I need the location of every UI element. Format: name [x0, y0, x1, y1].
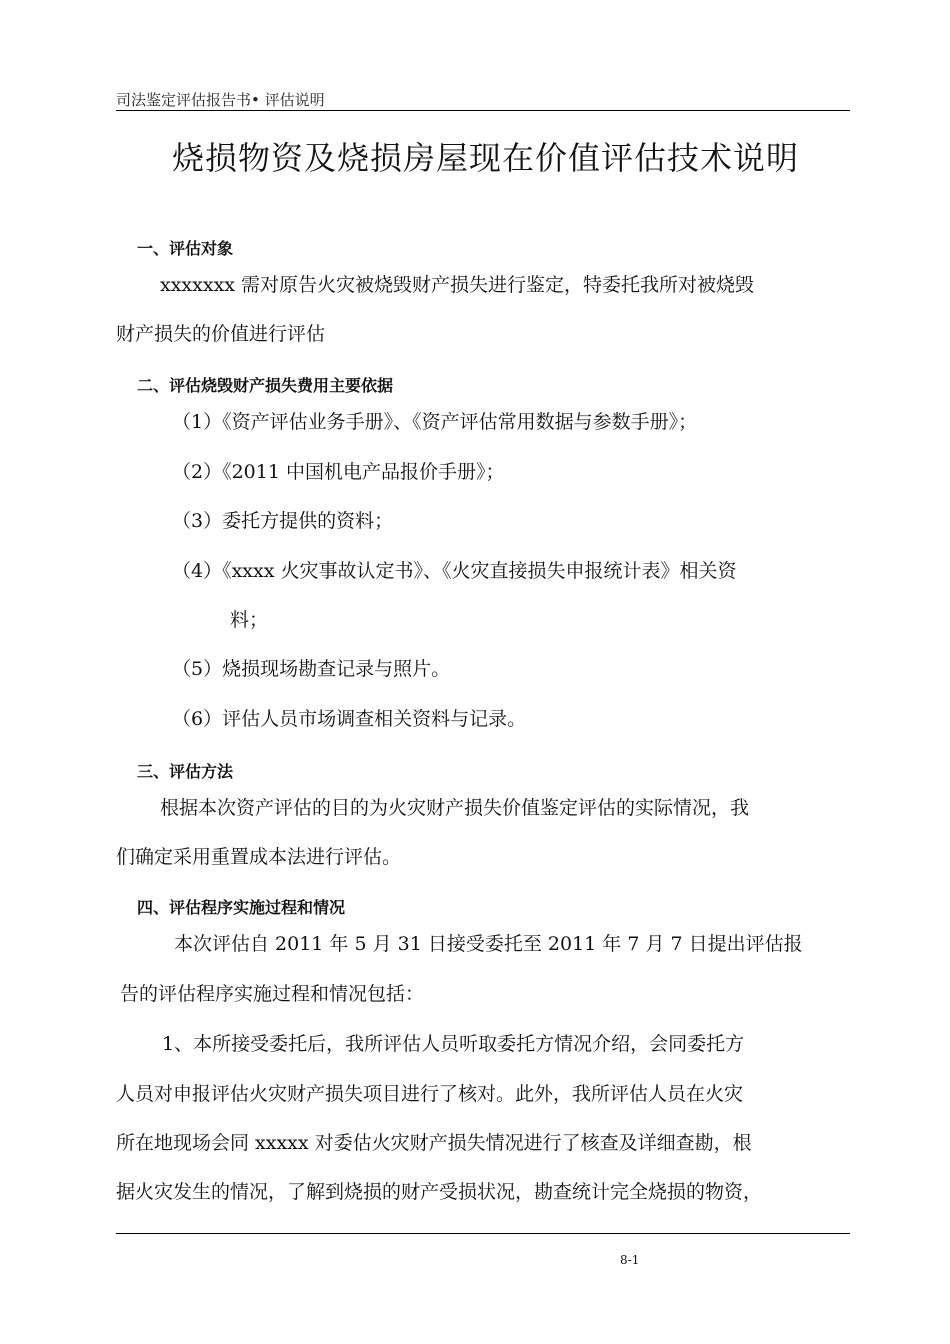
paragraph-line: 告的评估程序实施过程和情况包括：: [120, 983, 425, 1005]
paragraph-line: 根据本次资产评估的目的为火灾财产损失价值鉴定评估的实际情况，我: [160, 797, 750, 819]
list-item: （2）《2011 中国机电产品报价手册》；: [172, 461, 505, 483]
section-heading-4: 四、评估程序实施过程和情况: [137, 898, 346, 917]
paragraph-line: xxxxxxx 需对原告火灾被烧毁财产损失进行鉴定，特委托我所对被烧毁: [160, 274, 755, 296]
list-item: （1）《资产评估业务手册》、《资产评估常用数据与参数手册》；: [172, 411, 698, 433]
header-rule: [116, 110, 850, 111]
list-item-continuation: 料；: [230, 609, 269, 631]
list-item: （4）《xxxx 火灾事故认定书》、《火灾直接损失申报统计表》相关资: [172, 560, 737, 582]
paragraph-line: 财产损失的价值进行评估: [116, 323, 326, 345]
paragraph-line: 们确定采用重置成本法进行评估。: [116, 846, 402, 868]
paragraph-line: 所在地现场会同 xxxxx 对委估火灾财产损失情况进行了核查及详细查勘，根: [116, 1132, 752, 1154]
paragraph-line: 本次评估自 2011 年 5 月 31 日接受委托至 2011 年 7 月 7 日提出评估报: [174, 933, 803, 955]
paragraph-line: 1、本所接受委托后，我所评估人员听取委托方情况介绍，会同委托方: [162, 1033, 745, 1055]
section-heading-1: 一、评估对象: [137, 239, 234, 258]
page-number: 8-1: [620, 1253, 640, 1267]
document-title: 烧损物资及烧损房屋现在价值评估技术说明: [172, 139, 800, 177]
section-heading-3: 三、评估方法: [137, 762, 234, 781]
paragraph-line: 据火灾发生的情况，了解到烧损的财产受损状况，勘查统计完全烧损的物资，: [116, 1181, 763, 1203]
list-item: （3）委托方提供的资料；: [172, 510, 394, 532]
section-heading-2: 二、评估烧毁财产损失费用主要依据: [137, 376, 394, 395]
running-header: 司法鉴定评估报告书• 评估说明: [116, 91, 325, 109]
paragraph-line: 人员对申报评估火灾财产损失项目进行了核对。此外，我所评估人员在火灾: [116, 1083, 744, 1105]
list-item: （5）烧损现场勘查记录与照片。: [172, 658, 451, 680]
list-item: （6）评估人员市场调查相关资料与记录。: [172, 708, 527, 730]
footer-rule: [116, 1233, 850, 1234]
